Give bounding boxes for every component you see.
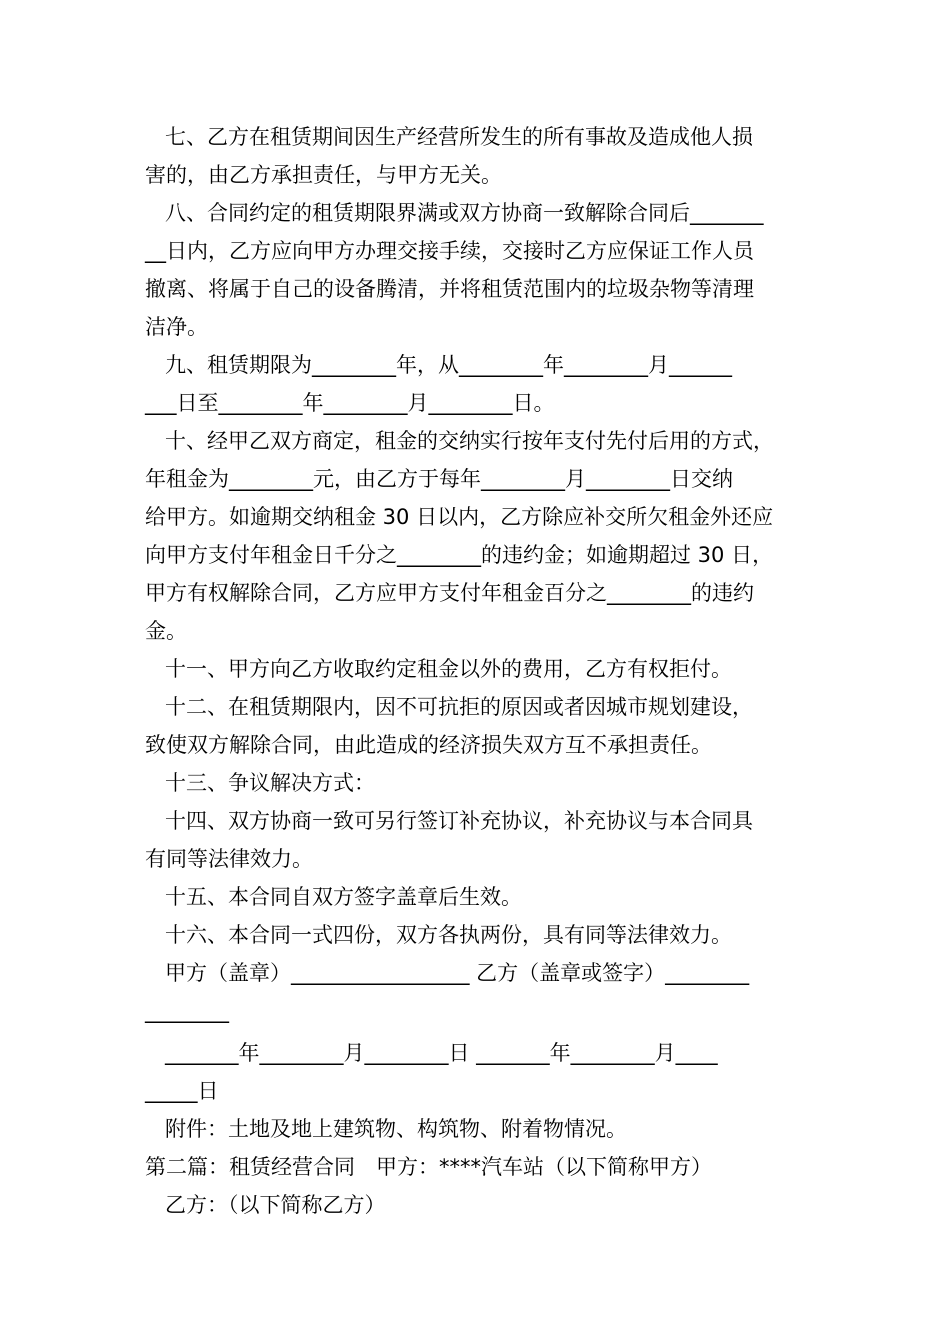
clause-8-line-2: __日内，乙方应向甲方办理交接手续，交接时乙方应保证工作人员 xyxy=(145,239,754,263)
clause-8-line-4: 洁净。 xyxy=(145,315,208,339)
date-line-1: _______年________月________日 _______年________月____ xyxy=(165,1041,718,1065)
clause-9-line-1: 九、租赁期限为________年，从________年________月______ xyxy=(165,353,732,377)
clause-10-line-3: 给甲方。如逾期交纳租金 30 日以内，乙方除应补交所欠租金外还应 xyxy=(145,505,774,529)
clause-8-line-3: 撤离、将属于自己的设备腾清，并将租赁范围内的垃圾杂物等清理 xyxy=(145,277,754,301)
clause-12-line-1: 十二、在租赁期限内，因不可抗拒的原因或者因城市规划建设， xyxy=(165,695,753,719)
clause-16-line-1: 十六、本合同一式四份，双方各执两份，具有同等法律效力。 xyxy=(165,923,732,947)
clause-8-line-1: 八、合同约定的租赁期限界满或双方协商一致解除合同后_______ xyxy=(165,201,764,225)
date-line-2: _____日 xyxy=(145,1079,219,1103)
clause-15-line-1: 十五、本合同自双方签字盖章后生效。 xyxy=(165,885,522,909)
clause-11-line-1: 十一、甲方向乙方收取约定租金以外的费用，乙方有权拒付。 xyxy=(165,657,732,681)
clause-13-line-1: 十三、争议解决方式： xyxy=(165,771,375,795)
clause-7-line-2: 害的，由乙方承担责任，与甲方无关。 xyxy=(145,163,502,187)
clause-10-line-6: 金。 xyxy=(145,619,187,643)
clause-7-line-1: 七、乙方在租赁期间因生产经营所发生的所有事故及造成他人损 xyxy=(165,125,753,149)
party-b-line: 乙方：（以下简称乙方） xyxy=(165,1193,386,1217)
clause-14-line-2: 有同等法律效力。 xyxy=(145,847,313,871)
signature-line-2: ________ xyxy=(145,999,229,1023)
clause-10-line-1: 十、经甲乙双方商定，租金的交纳实行按年支付先付后用的方式， xyxy=(165,429,774,453)
clause-12-line-2: 致使双方解除合同，由此造成的经济损失双方互不承担责任。 xyxy=(145,733,712,757)
clause-9-line-2: ___日至________年________月________日。 xyxy=(145,391,555,415)
second-contract-heading: 第二篇：租赁经营合同 甲方：****汽车站（以下简称甲方） xyxy=(145,1155,712,1179)
attachment-line: 附件：土地及地上建筑物、构筑物、附着物情况。 xyxy=(165,1117,627,1141)
contract-page xyxy=(145,118,810,1224)
signature-line-1: 甲方（盖章）_________________ 乙方（盖章或签字）________ xyxy=(165,961,750,985)
clause-10-line-5: 甲方有权解除合同，乙方应甲方支付年租金百分之________的违约 xyxy=(145,581,754,605)
clause-10-line-4: 向甲方支付年租金日千分之________的违约金；如逾期超过 30 日， xyxy=(145,543,774,567)
clause-10-line-2: 年租金为________元，由乙方于每年________月________日交纳 xyxy=(145,467,733,491)
clause-14-line-1: 十四、双方协商一致可另行签订补充协议，补充协议与本合同具 xyxy=(165,809,753,833)
